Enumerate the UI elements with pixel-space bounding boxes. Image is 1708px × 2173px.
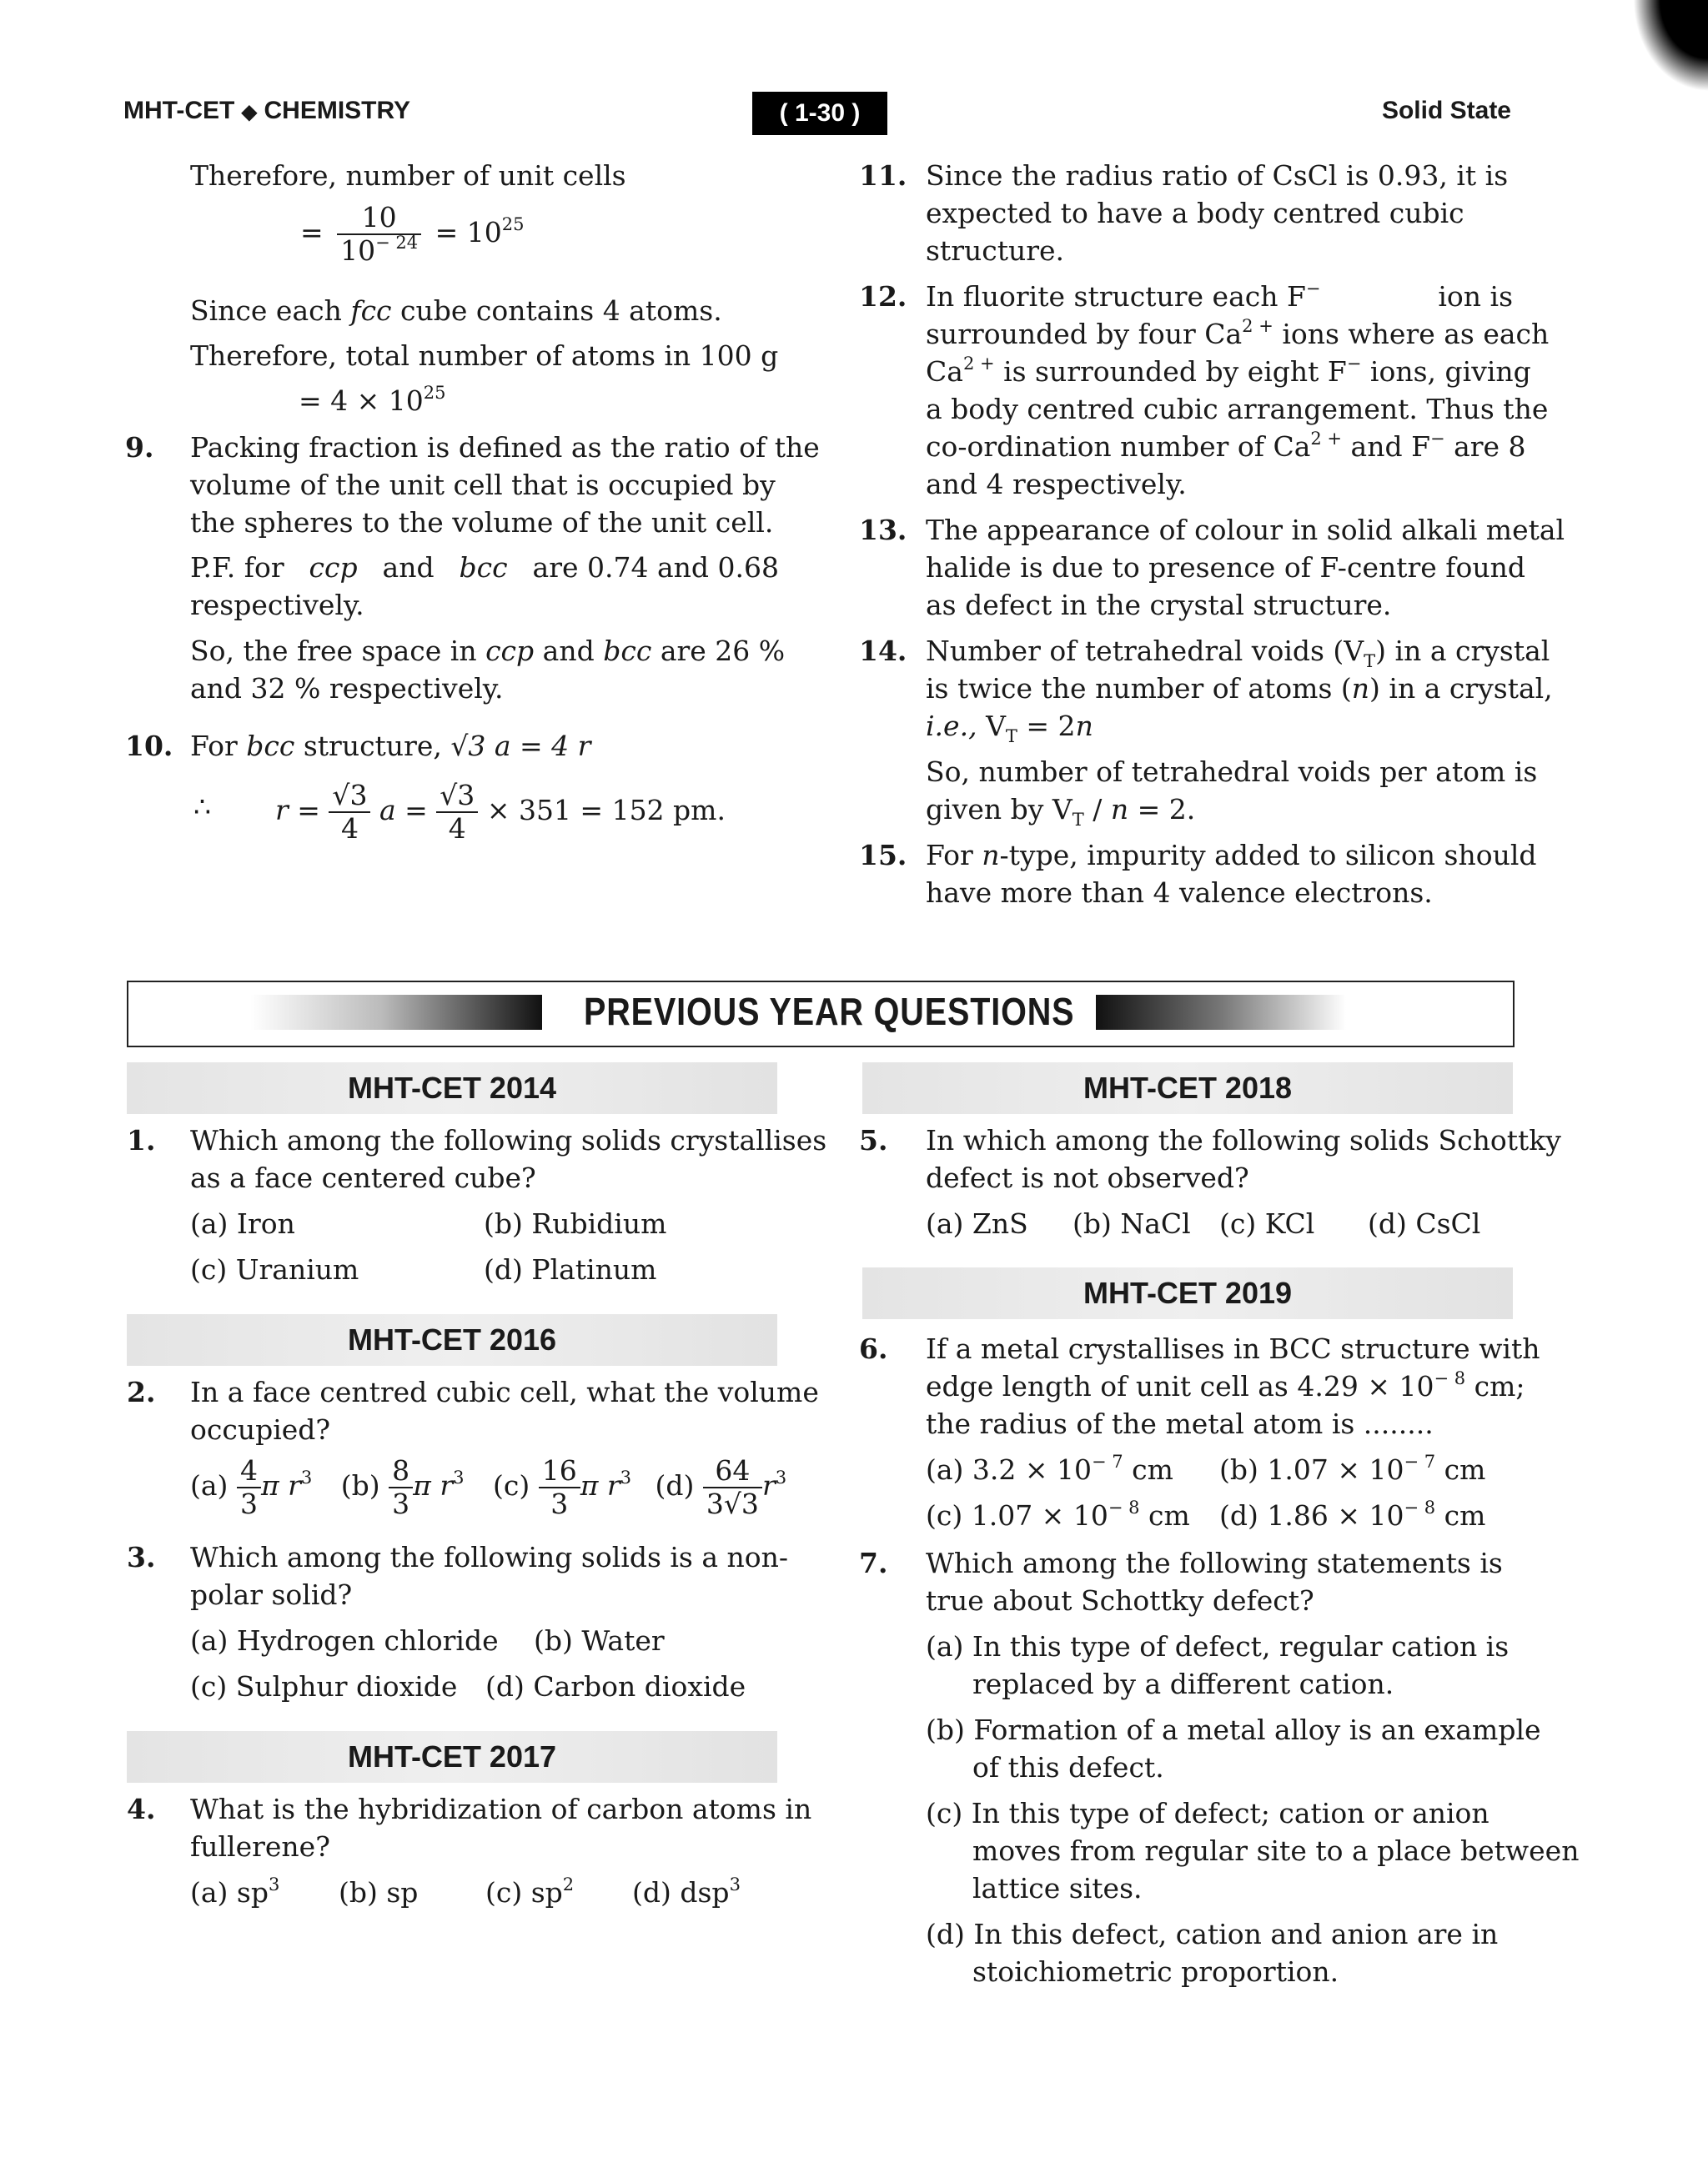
q11-line-3: structure. [926, 234, 1065, 267]
pyq-title: PREVIOUS YEAR QUESTIONS [584, 990, 1075, 1033]
q6-c-unit: cm [1148, 1499, 1190, 1532]
q15-line-1 [926, 836, 1537, 874]
pyq-q7-option-c-2: moves from regular site to a place between [972, 1834, 1580, 1867]
q12-l3: Ca [926, 355, 963, 388]
q14-l5: given by V [926, 793, 1073, 826]
diamond-icon: ◆ [241, 101, 258, 123]
pyq-q7-option-d-1: (d) In this defect, cation and anion are in [926, 1918, 1499, 1950]
q14-l3-b: V [986, 710, 1006, 742]
pyq-q1-line-1: Which among the following solids crystallises [190, 1124, 827, 1157]
pyq-q3-line-1: Which among the following solids is a non- [190, 1541, 789, 1573]
q6-b-sup: − 7 [1404, 1452, 1436, 1472]
q15-l1-b: -type, impurity added to silicon should [999, 839, 1537, 871]
q9-pf-and: and [382, 551, 435, 584]
q14-line-1 [926, 632, 1550, 670]
total-eq-base: = 4 × 10 [299, 384, 424, 417]
q12-line-4: a body centred cubic arrangement. Thus the [926, 393, 1549, 425]
q11-number: 11. [859, 159, 907, 192]
pyq-q3-option-d: (d) Carbon dioxide [485, 1670, 746, 1703]
q12-l3-sup2: − [1346, 354, 1362, 374]
pyq-q4-option-d [632, 1874, 741, 1911]
q14-line-2 [926, 670, 1553, 707]
pyq-banner-gradient-left [250, 995, 542, 1030]
q6-a-text: (a) 3.2 × 10 [926, 1453, 1093, 1486]
q10-bcc: bcc [246, 730, 295, 762]
q15-line-2: have more than 4 valence electrons. [926, 876, 1433, 909]
q2-a-exp: 3 [300, 1468, 313, 1488]
cells-eq-num: 10 [337, 202, 421, 235]
q6-b-text: (b) 1.07 × 10 [1219, 1453, 1404, 1486]
q2-b-label: (b) [340, 1469, 380, 1502]
total-equation [299, 382, 446, 419]
pyq-q6-line-3: the radius of the metal atom is ........ [926, 1408, 1434, 1440]
pyq-q6-line-1: If a metal crystallises in BCC structure with [926, 1332, 1540, 1365]
q10-frac2-den: 4 [448, 812, 466, 845]
pyq-q1-number: 1. [127, 1124, 156, 1157]
q10-a: For [190, 730, 238, 762]
q14-l1-sub: T [1364, 651, 1376, 671]
q2-d-den: 3√3 [706, 1488, 759, 1520]
q9-number: 9. [125, 431, 154, 464]
q10-therefore: ∴ [193, 790, 211, 823]
q12-l1-sup: − [1305, 279, 1321, 299]
pyq-q4-option-b [339, 1874, 418, 1911]
q9-line-2: volume of the unit cell that is occupied by [190, 469, 776, 501]
q10-equation: √3 a = 4 r [450, 730, 591, 762]
pyq-q7-line-1: Which among the following statements is [926, 1547, 1503, 1579]
fcc-line-b: cube contains 4 atoms. [400, 294, 722, 327]
pyq-q7-option-a-2: replaced by a different cation. [972, 1668, 1394, 1700]
q9-fs-line [190, 632, 785, 670]
q14-l2-end: ) in a crystal, [1369, 672, 1553, 705]
q9-pf-b: are 0.74 and 0.68 [532, 551, 779, 584]
q14-l5-mid: / [1093, 793, 1103, 826]
q14-l2: is twice the number of atoms ( [926, 672, 1352, 705]
q2-c-num: 16 [539, 1455, 580, 1488]
q2-a-den: 3 [239, 1488, 258, 1520]
q2-d-label: (d) [655, 1469, 695, 1502]
pyq-q7-option-a-1: (a) In this type of defect, regular cation is [926, 1630, 1510, 1663]
q14-line-5 [926, 790, 1195, 828]
q6-c-sup: − 8 [1108, 1498, 1140, 1518]
pyq-q7-number: 7. [859, 1547, 888, 1579]
pyq-q2-options [190, 1455, 786, 1520]
q6-d-text: (d) 1.86 × 10 [1219, 1499, 1404, 1532]
q12-l2-sup: 2 + [1242, 316, 1273, 336]
q15-l1-a: For [926, 839, 973, 871]
q14-l3-sub: T [1005, 726, 1017, 746]
q2-a-tail: π r [260, 1469, 301, 1502]
pyq-q6-number: 6. [859, 1332, 888, 1365]
q2-c-exp: 3 [620, 1468, 632, 1488]
pyq-q3-option-b: (b) Water [534, 1624, 665, 1657]
pyq-q6-line-2 [926, 1368, 1525, 1405]
cells-intro: Therefore, number of unit cells [190, 159, 626, 192]
q10-frac1-den: 4 [340, 812, 359, 845]
year-header-2016: MHT-CET 2016 [127, 1314, 777, 1366]
q6-l2-sup: − 8 [1434, 1368, 1466, 1388]
pyq-q4-line-2: fullerene? [190, 1830, 330, 1863]
q2-b-exp: 3 [453, 1468, 465, 1488]
q2-a-label: (a) [190, 1469, 229, 1502]
pyq-q1-line-2: as a face centered cube? [190, 1162, 536, 1194]
q12-line-5 [926, 428, 1526, 465]
total-eq-exp: 25 [423, 383, 446, 403]
q11-line-1: Since the radius ratio of CsCl is 0.93, it is [926, 159, 1509, 192]
q4-d-text: (d) dsp [632, 1876, 730, 1909]
q14-l5-n: n [1110, 793, 1129, 826]
q2-a-num: 4 [237, 1455, 261, 1488]
pyq-q7-option-b-1: (b) Formation of a metal alloy is an example [926, 1714, 1541, 1746]
running-header-right: Solid State [1381, 97, 1511, 124]
q2-b-den: 3 [392, 1488, 410, 1520]
q14-l2-n: n [1351, 672, 1370, 705]
pyq-q6-option-c [926, 1497, 1190, 1534]
q2-c-label: (c) [492, 1469, 530, 1502]
pyq-q4-option-c [485, 1874, 574, 1911]
q2-b-tail: π r [413, 1469, 454, 1502]
q9-fs-a: So, the free space in [190, 635, 477, 667]
q6-l2-end: cm; [1474, 1370, 1525, 1403]
running-header-left [123, 97, 410, 125]
q10-a2: a = [379, 794, 428, 826]
q15-l1-n: n [982, 839, 1000, 871]
q10-equation-2 [275, 780, 726, 845]
q12-l3-sup: 2 + [962, 354, 995, 374]
q9-line-3: the spheres to the volume of the unit cell. [190, 506, 774, 539]
cells-equation: = $\frac{10}{10^{- 24}}$ = $10^{25}$ [300, 201, 525, 267]
q12-line-2 [926, 315, 1549, 353]
q9-pf-end: respectively. [190, 589, 364, 621]
q9-line-1: Packing fraction is defined as the ratio of the [190, 431, 820, 464]
q14-number: 14. [859, 635, 907, 667]
page-number: ( 1-30 ) [752, 92, 887, 135]
pyq-q6-option-b [1219, 1451, 1485, 1488]
pyq-q5-option-b: (b) NaCl [1073, 1207, 1191, 1240]
q12-line-1 [926, 278, 1513, 315]
q9-fs-b: are 26 % [660, 635, 786, 667]
q10-line [190, 727, 590, 765]
q12-number: 12. [859, 280, 907, 313]
q4-d-sup: 3 [729, 1874, 741, 1894]
pyq-q4-number: 4. [127, 1793, 156, 1825]
year-header-2018: MHT-CET 2018 [862, 1062, 1513, 1114]
pyq-q2-line-1: In a face centred cubic cell, what the volume [190, 1376, 819, 1408]
q2-d-exp: 3 [775, 1468, 787, 1488]
pyq-q5-line-1: In which among the following solids Schottky [926, 1124, 1561, 1157]
pyq-q5-option-d: (d) CsCl [1368, 1207, 1481, 1240]
pyq-q7-option-d-2: stoichiometric proportion. [972, 1955, 1339, 1988]
q14-l1: Number of tetrahedral voids (V [926, 635, 1364, 667]
pyq-q1-option-a: (a) Iron [190, 1207, 295, 1240]
q6-a-unit: cm [1132, 1453, 1173, 1486]
q11-line-2: expected to have a body centred cubic [926, 197, 1464, 229]
fcc-line [190, 292, 722, 329]
q6-d-unit: cm [1444, 1499, 1486, 1532]
q10-frac2-num: √3 [436, 780, 478, 813]
q12-line-6: and 4 respectively. [926, 468, 1187, 500]
fcc-line-a: Since each [190, 294, 342, 327]
q2-c-den: 3 [550, 1488, 569, 1520]
q4-c-sup: 2 [562, 1874, 575, 1894]
pyq-q4-line-1: What is the hybridization of carbon atoms in [190, 1793, 812, 1825]
q10-tail: × 351 = 152 pm. [486, 794, 726, 826]
q10-b: structure, [303, 730, 442, 762]
q4-b-text: (b) sp [339, 1876, 419, 1909]
q4-a-sup: 3 [268, 1874, 280, 1894]
pyq-q5-option-c: (c) KCl [1219, 1207, 1315, 1240]
q6-a-sup: − 7 [1092, 1452, 1123, 1472]
q12-l3-end: ions, giving [1369, 355, 1531, 388]
q12-line-3 [926, 353, 1531, 390]
q9-fs-bcc: bcc [603, 635, 652, 667]
q9-pf-bcc: bcc [459, 551, 508, 584]
q14-l3-end: = 2 [1026, 710, 1076, 742]
cells-eq-result: = 10 [435, 216, 502, 248]
q10-frac1-num: √3 [329, 780, 370, 813]
q14-line-4: So, number of tetrahedral voids per atom is [926, 755, 1538, 788]
q12-l1-end: ion is [1438, 280, 1513, 313]
q14-l5-end: = 2. [1137, 793, 1196, 826]
cells-eq-den-exp: − 24 [375, 233, 419, 253]
q9-pf-a: P.F. for [190, 551, 284, 584]
q2-d-tail: r [761, 1469, 776, 1502]
year-header-2019: MHT-CET 2019 [862, 1267, 1513, 1319]
pyq-q4-option-a [190, 1874, 279, 1911]
pyq-q2-number: 2. [127, 1376, 156, 1408]
q13-line-3: as defect in the crystal structure. [926, 589, 1392, 621]
pyq-q2-option-c [492, 1454, 632, 1520]
pyq-q7-option-c-1: (c) In this type of defect; cation or anion [926, 1797, 1489, 1829]
q14-l5-sub: T [1072, 810, 1084, 830]
pyq-q7-option-c-3: lattice sites. [972, 1872, 1143, 1905]
q4-a-text: (a) sp [190, 1876, 269, 1909]
pyq-q6-option-a [926, 1451, 1173, 1488]
q13-line-1: The appearance of colour in solid alkali metal [926, 514, 1565, 546]
q6-c-text: (c) 1.07 × 10 [926, 1499, 1108, 1532]
pyq-q3-option-c: (c) Sulphur dioxide [190, 1670, 458, 1703]
pyq-q7-line-2: true about Schottky defect? [926, 1584, 1314, 1617]
pyq-q1-option-d: (d) Platinum [484, 1253, 657, 1286]
header-subject: CHEMISTRY [264, 97, 411, 124]
q12-l5-mid: and F [1350, 430, 1430, 463]
q9-fs-ccp: ccp [485, 635, 535, 667]
q9-pf-ccp: ccp [309, 551, 358, 584]
page-edge-shadow [1633, 0, 1708, 92]
q12-l2: surrounded by four Ca [926, 318, 1243, 350]
q15-number: 15. [859, 839, 907, 871]
q14-l3-n: n [1075, 710, 1093, 742]
q2-d-num: 64 [703, 1455, 762, 1488]
q12-l5: co-ordination number of Ca [926, 430, 1311, 463]
pyq-q2-line-2: occupied? [190, 1413, 331, 1446]
pyq-q3-option-a: (a) Hydrogen chloride [190, 1624, 499, 1657]
cells-eq-result-exp: 25 [501, 214, 525, 234]
q13-line-2: halide is due to presence of F-centre found [926, 551, 1525, 584]
q13-number: 13. [859, 514, 907, 546]
pyq-q3-number: 3. [127, 1541, 156, 1573]
pyq-q5-option-a: (a) ZnS [926, 1207, 1028, 1240]
q10-number: 10. [125, 730, 173, 762]
q12-l5-sup2: − [1429, 429, 1445, 449]
header-exam: MHT-CET [123, 97, 235, 124]
q4-c-text: (c) sp [485, 1876, 563, 1909]
q14-l1-end: ) in a crystal [1375, 635, 1550, 667]
q14-l3: i.e., [926, 710, 977, 742]
q6-b-unit: cm [1444, 1453, 1486, 1486]
cells-eq-den: 10 [340, 234, 376, 267]
pyq-q1-option-c: (c) Uranium [190, 1253, 359, 1286]
q12-l5-sup: 2 + [1310, 429, 1343, 449]
q12-l2-end: ions where as each [1282, 318, 1550, 350]
pyq-banner-gradient-right [1096, 995, 1346, 1030]
fcc-word: fcc [350, 294, 392, 327]
q2-c-tail: π r [580, 1469, 620, 1502]
pyq-q6-option-d [1219, 1497, 1485, 1534]
q9-pf-line [190, 549, 779, 586]
q14-line-3 [926, 707, 1093, 745]
pyq-q2-option-a [190, 1454, 313, 1520]
total-line: Therefore, total number of atoms in 100 g [190, 339, 779, 372]
pyq-q7-option-b-2: of this defect. [972, 1751, 1164, 1784]
year-header-2017: MHT-CET 2017 [127, 1731, 777, 1783]
pyq-q5-line-2: defect is not observed? [926, 1162, 1249, 1194]
q9-fs-end: and 32 % respectively. [190, 672, 504, 705]
pyq-q5-number: 5. [859, 1124, 888, 1157]
pyq-q2-option-d [655, 1454, 787, 1520]
pyq-q2-option-b [340, 1454, 465, 1520]
q6-d-sup: − 8 [1404, 1498, 1436, 1518]
year-header-2014: MHT-CET 2014 [127, 1062, 777, 1114]
q9-fs-and: and [542, 635, 595, 667]
q12-l5-end: are 8 [1454, 430, 1526, 463]
pyq-q3-line-2: polar solid? [190, 1578, 353, 1611]
q12-l1: In fluorite structure each F [926, 280, 1306, 313]
q2-b-num: 8 [389, 1455, 413, 1488]
q6-l2: edge length of unit cell as 4.29 × 10 [926, 1370, 1434, 1403]
pyq-q1-option-b: (b) Rubidium [484, 1207, 667, 1240]
q12-l3-mid: is surrounded by eight F [1003, 355, 1347, 388]
q10-r: r = [275, 794, 320, 826]
